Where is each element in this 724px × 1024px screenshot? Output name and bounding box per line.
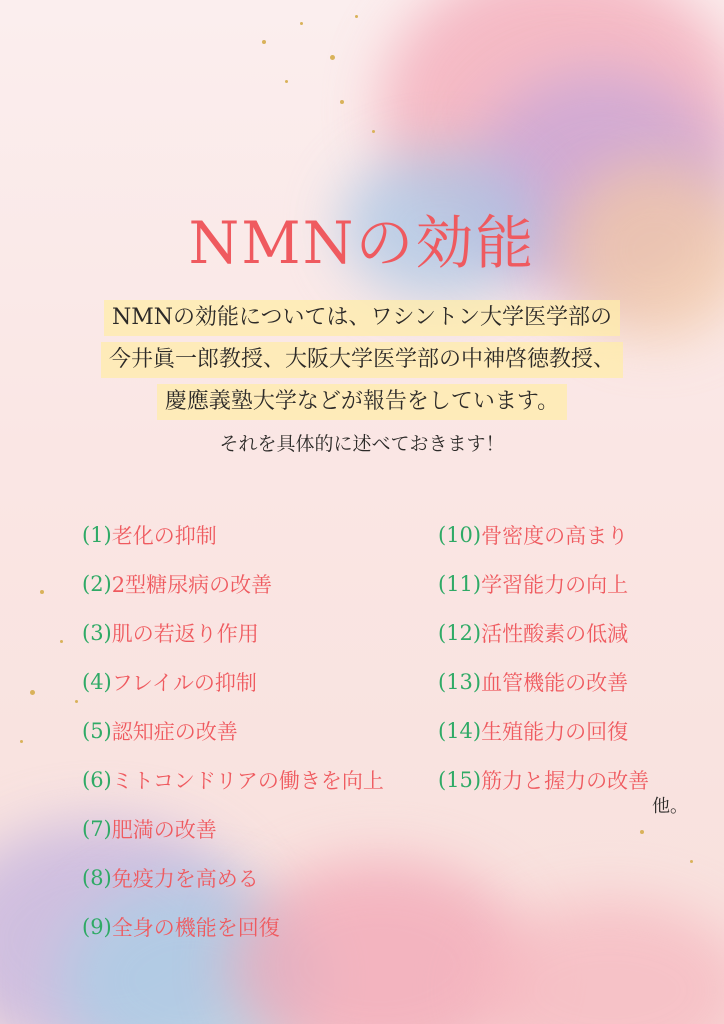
item-text: 血管機能の改善	[481, 670, 629, 695]
item-text: 活性酸素の低減	[481, 621, 629, 646]
item-number: (14)	[438, 718, 482, 743]
item-text: 肌の若返り作用	[111, 621, 259, 646]
item-number: (6)	[82, 767, 112, 792]
list-item	[82, 510, 384, 559]
list-item	[438, 510, 649, 559]
item-number: (12)	[438, 620, 482, 645]
list-item	[438, 755, 649, 804]
list-item	[438, 657, 649, 706]
list-item	[82, 657, 384, 706]
intro-line: 今井眞一郎教授、大阪大学医学部の中神啓徳教授、	[101, 342, 623, 378]
list-item	[438, 706, 649, 755]
item-number: (5)	[82, 718, 112, 743]
item-text: 免疫力を高める	[111, 866, 259, 891]
list-item	[82, 706, 384, 755]
effects-list-left	[82, 510, 384, 951]
item-text: フレイルの抑制	[111, 670, 257, 695]
list-item	[82, 755, 384, 804]
item-number: (2)	[82, 571, 112, 596]
list-item	[82, 804, 384, 853]
item-text: 老化の抑制	[111, 523, 217, 548]
item-text: 認知症の改善	[111, 719, 238, 744]
list-item	[82, 608, 384, 657]
item-text: 生殖能力の回復	[481, 719, 629, 744]
list-item	[82, 902, 384, 951]
list-item	[438, 608, 649, 657]
item-text: 筋力と握力の改善	[481, 768, 650, 793]
page-title: NMNの効能	[188, 209, 536, 277]
item-number: (10)	[438, 522, 482, 547]
item-number: (1)	[82, 522, 112, 547]
item-text: 2型糖尿病の改善	[111, 572, 273, 597]
item-text: 肥満の改善	[111, 817, 217, 842]
intro-line: 慶應義塾大学などが報告をしています。	[157, 384, 567, 420]
item-number: (11)	[438, 571, 482, 596]
item-number: (4)	[82, 669, 112, 694]
item-text: ミトコンドリアの働きを向上	[111, 768, 384, 793]
item-number: (8)	[82, 865, 112, 890]
item-number: (7)	[82, 816, 112, 841]
item-text: 全身の機能を回復	[111, 915, 280, 940]
item-number: (9)	[82, 914, 112, 939]
item-number: (15)	[438, 767, 482, 792]
item-text: 骨密度の高まり	[481, 523, 629, 548]
list-item	[82, 559, 384, 608]
intro-closing: それを具体的に述べておきます！	[219, 433, 505, 455]
item-text: 学習能力の向上	[481, 572, 629, 597]
intro-text	[0, 300, 724, 468]
item-number: (3)	[82, 620, 112, 645]
intro-line: NMNの効能については、ワシントン大学医学部の	[104, 300, 620, 336]
list-item	[82, 853, 384, 902]
item-number: (13)	[438, 669, 482, 694]
others-note: 他。	[652, 796, 688, 817]
effects-list-right	[438, 510, 649, 804]
list-item	[438, 559, 649, 608]
